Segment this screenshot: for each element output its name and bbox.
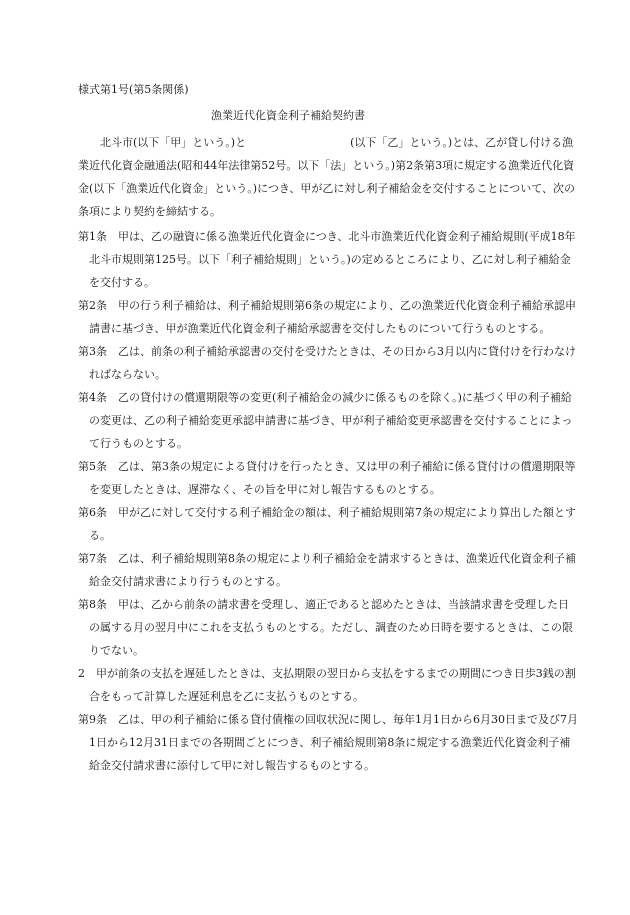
article-text: 甲は、乙から前条の請求書を受理し、適正であると認めたときは、当該請求書を受理した日の属する月の翌月中にこれを支払うものとする。ただし、調査のため日時を要するときは、この限りでない。 (89, 598, 573, 657)
article-text: 甲が前条の支払を遅延したときは、支払期限の翌日から支払をするまでの期間につき日歩3銭の割合をもって計算した遅延利息を乙に支払うものとする。 (89, 667, 576, 703)
article-text: 甲は、乙の融資に係る漁業近代化資金につき、北斗市漁業近代化資金利子補給規則(平成18年北斗市規則第125号。以下「利子補給規則」という。)の定めるところにより、乙に対し利子補給金を交付する。 (89, 230, 576, 289)
article-3 (78, 340, 578, 386)
intro-part1: 北斗市(以下「甲」という。)と (100, 136, 247, 149)
article-number: 第7条 (78, 552, 107, 565)
article-number: 第4条 (78, 391, 107, 404)
article-2 (78, 294, 578, 340)
article-text: 甲が乙に対して交付する利子補給金の額は、利子補給規則第7条の規定により算出した額とする。 (89, 506, 576, 542)
article-text: 乙は、甲の利子補給に係る貸付債権の回収状況に関し、毎年1月1日から6月30日まで及び7月1日から12月31日までの各期間ごとにつき、利子補給規則第8条に規定する漁業近代化資金利子補給金交付請求書に添付して甲に対し報告するものとする。 (89, 713, 578, 772)
article-6 (78, 501, 578, 547)
article-number: 第9条 (78, 713, 107, 726)
article-number: 第6条 (78, 506, 107, 519)
article-number: 2 (78, 667, 85, 680)
form-number: 様式第1号(第5条関係) (78, 83, 189, 96)
article-4 (78, 386, 578, 455)
article-number: 第5条 (78, 460, 107, 473)
article-8-paragraph-2 (78, 662, 578, 708)
article-1 (78, 225, 578, 294)
article-text: 乙の貸付けの償還期限等の変更(利子補給金の減少に係るものを除く。)に基づく甲の利子補給の変更は、乙の利子補給変更承認申請書に基づき、甲が利子補給変更承認書を交付することによって行うものとする。 (89, 391, 573, 450)
articles-list (78, 225, 578, 777)
article-number: 第8条 (78, 598, 107, 611)
article-text: 乙は、第3条の規定による貸付けを行ったとき、又は甲の利子補給に係る貸付けの償還期限等を変更したときは、遅滞なく、その旨を甲に対し報告するものとする。 (89, 460, 576, 496)
article-text: 甲の行う利子補給は、利子補給規則第6条の規定により、乙の漁業近代化資金利子補給承認申請書に基づき、甲が漁業近代化資金利子補給承認書を交付したものについて行うものとする。 (89, 299, 576, 335)
article-8 (78, 593, 578, 662)
article-number: 第3条 (78, 345, 107, 358)
article-text: 乙は、前条の利子補給承認書の交付を受けたときは、その日から3月以内に貸付けを行わなければならない。 (89, 345, 576, 381)
article-number: 第1条 (78, 230, 107, 243)
article-number: 第2条 (78, 299, 107, 312)
article-5 (78, 455, 578, 501)
article-9 (78, 708, 578, 777)
article-7 (78, 547, 578, 593)
document-title: 漁業近代化資金利子補給契約書 (211, 109, 365, 122)
article-text: 乙は、利子補給規則第8条の規定により利子補給金を請求するときは、漁業近代化資金利子補給金交付請求書により行うものとする。 (89, 552, 576, 588)
intro-paragraph (78, 131, 578, 223)
intro-part2: (以下「乙」という。)とは、乙が貸し付ける漁業近代化資金融通法(昭和44年法律第52号。以下「法」という。)第2条第3項に規定する漁業近代化資金(以下「漁業近代化資金」という。)につき、甲が乙に対し利子補給金を交付することについて、次の条項により契約を締結する。 (78, 136, 575, 218)
